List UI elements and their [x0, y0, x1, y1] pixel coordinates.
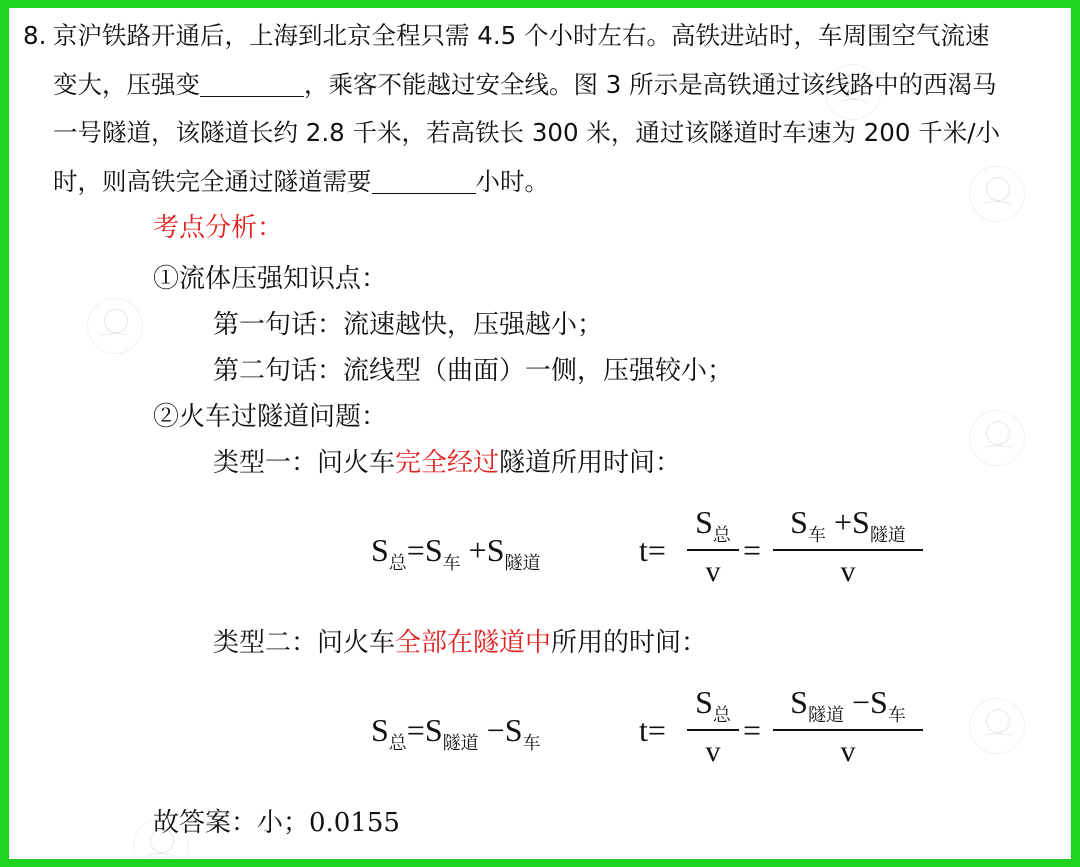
formula-1-t: t= [639, 532, 666, 568]
answer-blank-1 [200, 72, 304, 97]
formula-1-frac-b: $S_车 +S_{隧道}$ v [773, 504, 923, 589]
type-1-highlight: 完全经过 [395, 448, 500, 478]
problem-line-4: 时，则高铁完全通过隧道需要 小时。 [53, 166, 549, 196]
sentence-2: 第二句话：流线型（曲面）一侧，压强较小； [213, 356, 734, 386]
formula-1-frac-a: $S_总$ v [687, 504, 739, 589]
type-2-highlight: 全部在隧道中 [395, 628, 552, 658]
formula-2-sum: $S_总=S_{隧道} -S_车$ [371, 712, 541, 754]
formula-2-frac-a: $S_总$ v [687, 684, 739, 769]
analysis-heading: 考点分析： [153, 213, 284, 243]
formula-2-eq2: = [743, 712, 762, 748]
final-answer: 故答案：小；0.0155 [153, 808, 400, 838]
formula-1-eq2: = [743, 532, 762, 568]
type-1-line: 类型一：问火车完全经过隧道所用时间： [213, 448, 682, 478]
answer-blank-2 [372, 169, 476, 194]
watermark-logo-icon [87, 298, 143, 354]
problem-number: 8. [23, 21, 47, 50]
formula-1-sum: $S_总=S_车 +S_{隧道}$ [371, 532, 541, 574]
problem-line-1: 8. 京沪铁路开通后，上海到北京全程只需 4.5 个小时左右。高铁进站时，车周围空气流速 [23, 12, 1063, 61]
watermark-logo-icon [969, 698, 1025, 754]
sentence-1: 第一句话：流速越快，压强越小； [213, 310, 604, 340]
type-2-line: 类型二：问火车全部在隧道中所用的时间： [213, 628, 708, 658]
formula-2-t: t= [639, 712, 666, 748]
document-page [9, 8, 1071, 859]
watermark-logo-icon [969, 410, 1025, 466]
point-2-title: ②火车过隧道问题： [153, 402, 388, 432]
problem-text [23, 12, 1063, 206]
problem-line-2: 变大，压强变 ，乘客不能越过安全线。图 3 所示是高铁通过该线路中的西渴马 [53, 69, 997, 99]
point-1-title: ①流体压强知识点： [153, 264, 388, 294]
formula-2-frac-b: $S_{隧道} -S_车$ v [773, 684, 923, 769]
problem-line-3: 一号隧道，该隧道长约 2.8 千米，若高铁长 300 米，通过该隧道时车速为 200 千米/小 [53, 118, 1000, 147]
